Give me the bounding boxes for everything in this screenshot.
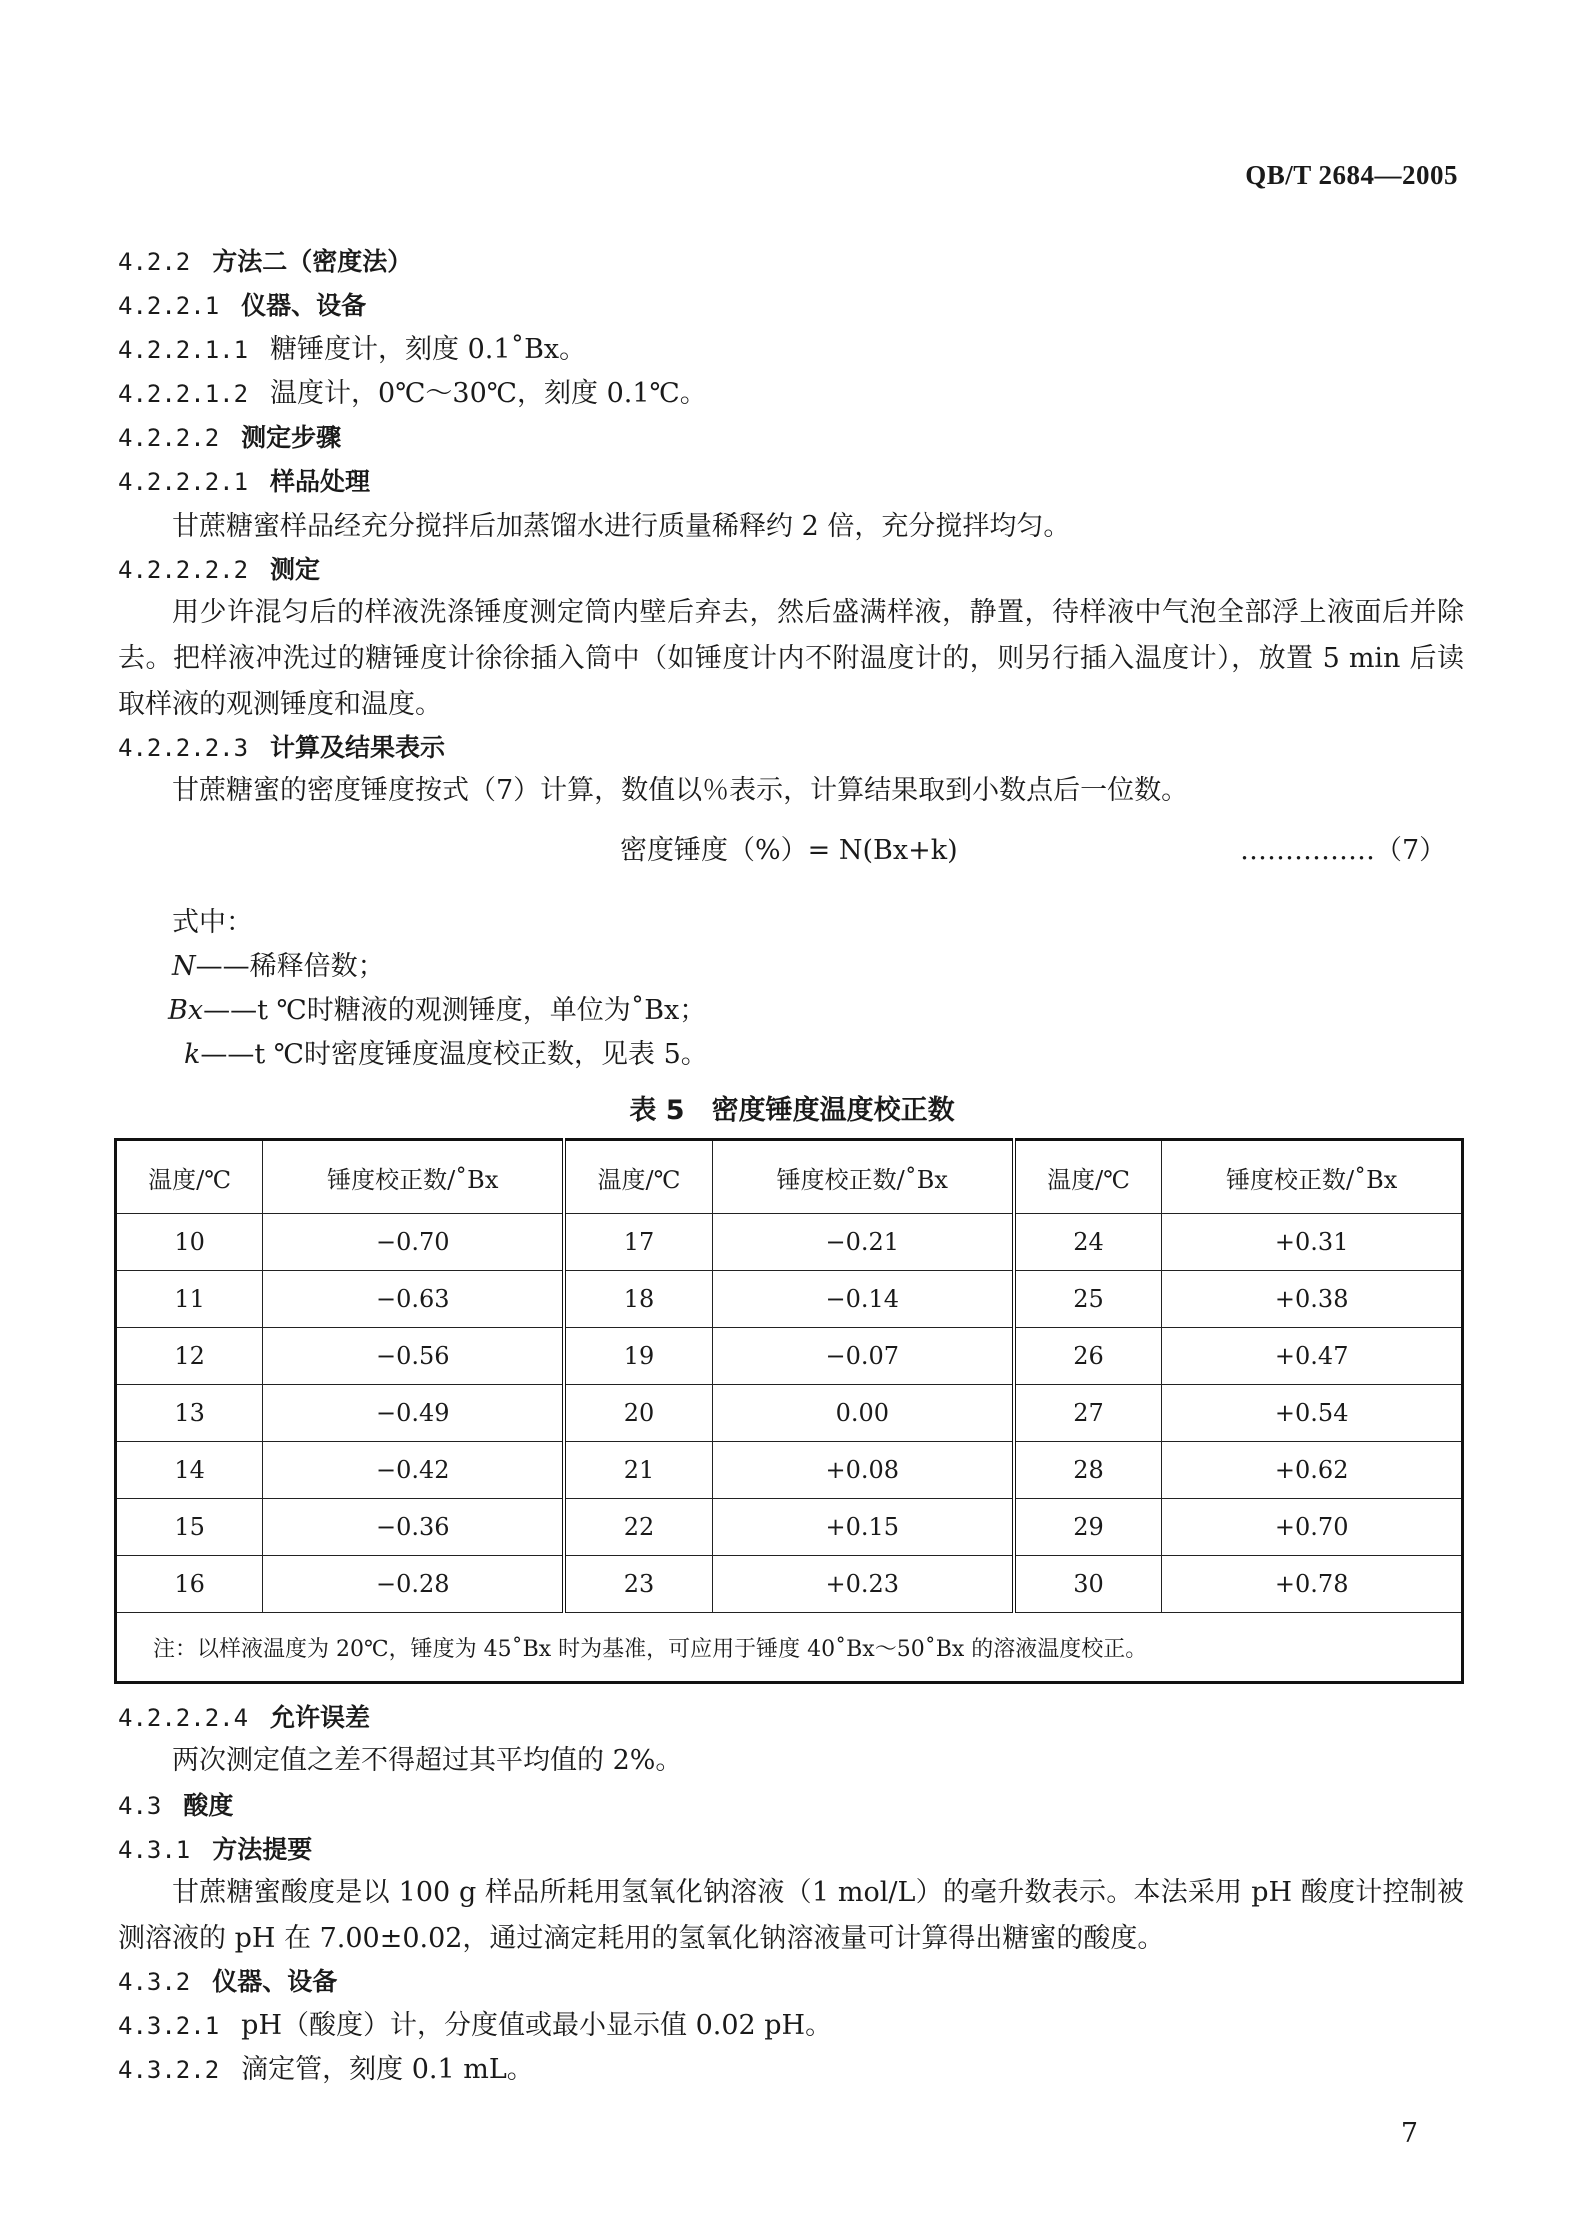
- table-cell: −0.28: [263, 1556, 564, 1613]
- paragraph: 用少许混匀后的样液洗涤锤度测定筒内壁后弃去，然后盛满样液，静置，待样液中气泡全部浮上液面后并除去。把样液冲洗过的糖锤度计徐徐插入筒中（如锤度计内不附温度计的，则另行插入温度计），放置 5 min 后读取样液的观测锤度和温度。: [118, 597, 1464, 720]
- table-cell: 20: [564, 1385, 712, 1442]
- table-cell: 29: [1014, 1499, 1162, 1556]
- section-number: 4.3.2: [118, 1968, 191, 1996]
- table-cell: 21: [564, 1442, 712, 1499]
- section-number: 4.3: [118, 1792, 162, 1820]
- table-row: [116, 1328, 1463, 1385]
- table-cell: +0.62: [1162, 1442, 1463, 1499]
- table-note-row: [116, 1613, 1463, 1683]
- table-cell: −0.14: [712, 1271, 1013, 1328]
- where-item: [184, 1032, 708, 1071]
- section-number: 4.2.2.2: [118, 424, 220, 452]
- table-cell: 16: [116, 1556, 263, 1613]
- table-header-cell: 温度/℃: [564, 1140, 712, 1214]
- symbol-description: ——t ℃时密度锤度温度校正数，见表 5。: [200, 1039, 708, 1070]
- table-cell: −0.70: [263, 1214, 564, 1271]
- table-note: 注：以样液温度为 20℃，锤度为 45˚Bx 时为基准，可应用于锤度 40˚Bx～50˚Bx 的溶液温度校正。: [116, 1613, 1463, 1683]
- table-header-cell: 锤度校正数/˚Bx: [263, 1140, 564, 1214]
- table-cell: +0.23: [712, 1556, 1013, 1613]
- table-cell: +0.47: [1162, 1328, 1463, 1385]
- section-heading: [118, 1962, 337, 2002]
- table-caption: 表 5 密度锤度温度校正数: [629, 1095, 955, 1126]
- where-intro: 式中：: [172, 907, 253, 938]
- table-cell: 23: [564, 1556, 712, 1613]
- section-title: 样品处理: [270, 467, 371, 496]
- section-text: pH（酸度）计，分度值或最小显示值 0.02 pH。: [241, 2010, 833, 2041]
- table-cell: 15: [116, 1499, 263, 1556]
- table-cell: 0.00: [712, 1385, 1013, 1442]
- table-header-row: [116, 1140, 1463, 1214]
- table-cell: 12: [116, 1328, 263, 1385]
- page-number: 7: [1400, 2118, 1418, 2149]
- where-item: [168, 988, 706, 1027]
- table-cell: 27: [1014, 1385, 1162, 1442]
- section-title: 方法提要: [212, 1835, 313, 1864]
- section-title: 计算及结果表示: [270, 733, 446, 762]
- section-heading: [118, 1698, 370, 1738]
- section-number: 4.2.2: [118, 248, 191, 276]
- where-item: [172, 944, 385, 983]
- table-row: [116, 1499, 1463, 1556]
- table-cell: −0.63: [263, 1271, 564, 1328]
- table-cell: 18: [564, 1271, 712, 1328]
- section-number: 4.2.2.1: [118, 292, 220, 320]
- section-heading: [118, 462, 370, 502]
- paragraph: 甘蔗糖蜜样品经充分搅拌后加蒸馏水进行质量稀释约 2 倍，充分搅拌均匀。: [172, 511, 1071, 542]
- table-header-cell: 温度/℃: [116, 1140, 263, 1214]
- table-header-cell: 温度/℃: [1014, 1140, 1162, 1214]
- standard-code: QB/T 2684—2005: [1245, 160, 1458, 190]
- table-cell: 17: [564, 1214, 712, 1271]
- table-cell: 28: [1014, 1442, 1162, 1499]
- section-text: 温度计，0℃～30℃，刻度 0.1℃。: [270, 378, 707, 409]
- formula: 密度锤度（%）= N(Bx+k): [620, 835, 958, 866]
- table-row: [116, 1442, 1463, 1499]
- section-title: 允许误差: [270, 1703, 371, 1732]
- table-cell: 11: [116, 1271, 263, 1328]
- table-cell: 13: [116, 1385, 263, 1442]
- table-cell: −0.56: [263, 1328, 564, 1385]
- section-title: 仪器、设备: [241, 291, 367, 320]
- section-title: 方法二（密度法）: [212, 247, 413, 276]
- section-heading: [118, 1786, 233, 1826]
- symbol: N: [172, 951, 196, 982]
- table-cell: +0.38: [1162, 1271, 1463, 1328]
- table-row: [116, 1214, 1463, 1271]
- table-cell: 19: [564, 1328, 712, 1385]
- section-number: 4.3.2.2: [118, 2056, 220, 2084]
- section-title: 测定步骤: [241, 423, 342, 452]
- table-cell: 24: [1014, 1214, 1162, 1271]
- table-cell: +0.08: [712, 1442, 1013, 1499]
- table-cell: 22: [564, 1499, 712, 1556]
- table-cell: 10: [116, 1214, 263, 1271]
- table-cell: 25: [1014, 1271, 1162, 1328]
- table-row: [116, 1271, 1463, 1328]
- table-cell: −0.49: [263, 1385, 564, 1442]
- section-number: 4.3.2.1: [118, 2012, 220, 2040]
- symbol-description: ——t ℃时糖液的观测锤度，单位为˚Bx；: [203, 995, 707, 1026]
- table-cell: +0.70: [1162, 1499, 1463, 1556]
- section-item: [118, 330, 586, 370]
- section-item: [118, 2050, 534, 2090]
- table-cell: −0.07: [712, 1328, 1013, 1385]
- table-cell: 14: [116, 1442, 263, 1499]
- section-number: 4.2.2.2.1: [118, 468, 249, 496]
- section-number: 4.2.2.2.2: [118, 556, 249, 584]
- table-cell: +0.31: [1162, 1214, 1463, 1271]
- symbol: k: [184, 1039, 201, 1070]
- section-heading: [118, 550, 320, 590]
- section-number: 4.2.2.1.1: [118, 336, 249, 364]
- paragraph: 甘蔗糖蜜的密度锤度按式（7）计算，数值以％表示，计算结果取到小数点后一位数。: [172, 775, 1189, 806]
- section-number: 4.2.2.2.3: [118, 734, 249, 762]
- section-text: 滴定管，刻度 0.1 mL。: [241, 2054, 534, 2085]
- section-number: 4.2.2.1.2: [118, 380, 249, 408]
- table-header-cell: 锤度校正数/˚Bx: [1162, 1140, 1463, 1214]
- section-heading: [118, 1830, 312, 1870]
- section-title: 酸度: [183, 1791, 234, 1820]
- section-item: [118, 2006, 832, 2046]
- table-cell: −0.42: [263, 1442, 564, 1499]
- table-cell: +0.54: [1162, 1385, 1463, 1442]
- table-cell: +0.15: [712, 1499, 1013, 1556]
- table-row: [116, 1385, 1463, 1442]
- table-cell: −0.21: [712, 1214, 1013, 1271]
- section-heading: [118, 242, 412, 282]
- table-cell: −0.36: [263, 1499, 564, 1556]
- section-heading: [118, 286, 366, 326]
- section-heading: [118, 418, 341, 458]
- table-cell: 26: [1014, 1328, 1162, 1385]
- formula-number: ……………（7）: [1240, 835, 1447, 866]
- section-heading: [118, 728, 445, 768]
- paragraph: 两次测定值之差不得超过其平均值的 2%。: [172, 1745, 683, 1776]
- symbol-description: ——稀释倍数；: [195, 951, 385, 982]
- table-cell: 30: [1014, 1556, 1162, 1613]
- section-item: [118, 374, 707, 414]
- section-number: 4.2.2.2.4: [118, 1704, 249, 1732]
- table-row: [116, 1556, 1463, 1613]
- paragraph: 甘蔗糖蜜酸度是以 100 g 样品所耗用氢氧化钠溶液（1 mol/L）的毫升数表示。本法采用 pH 酸度计控制被测溶液的 pH 在 7.00±0.02，通过滴定耗用的氢氧化钠溶液量可计算得出糖蜜的酸度。: [118, 1877, 1464, 1954]
- table-header-cell: 锤度校正数/˚Bx: [712, 1140, 1013, 1214]
- table-cell: +0.78: [1162, 1556, 1463, 1613]
- section-title: 测定: [270, 555, 321, 584]
- correction-table: [114, 1138, 1464, 1684]
- section-number: 4.3.1: [118, 1836, 191, 1864]
- section-title: 仪器、设备: [212, 1967, 338, 1996]
- symbol: Bx: [168, 995, 204, 1026]
- section-text: 糖锤度计，刻度 0.1˚Bx。: [270, 334, 587, 365]
